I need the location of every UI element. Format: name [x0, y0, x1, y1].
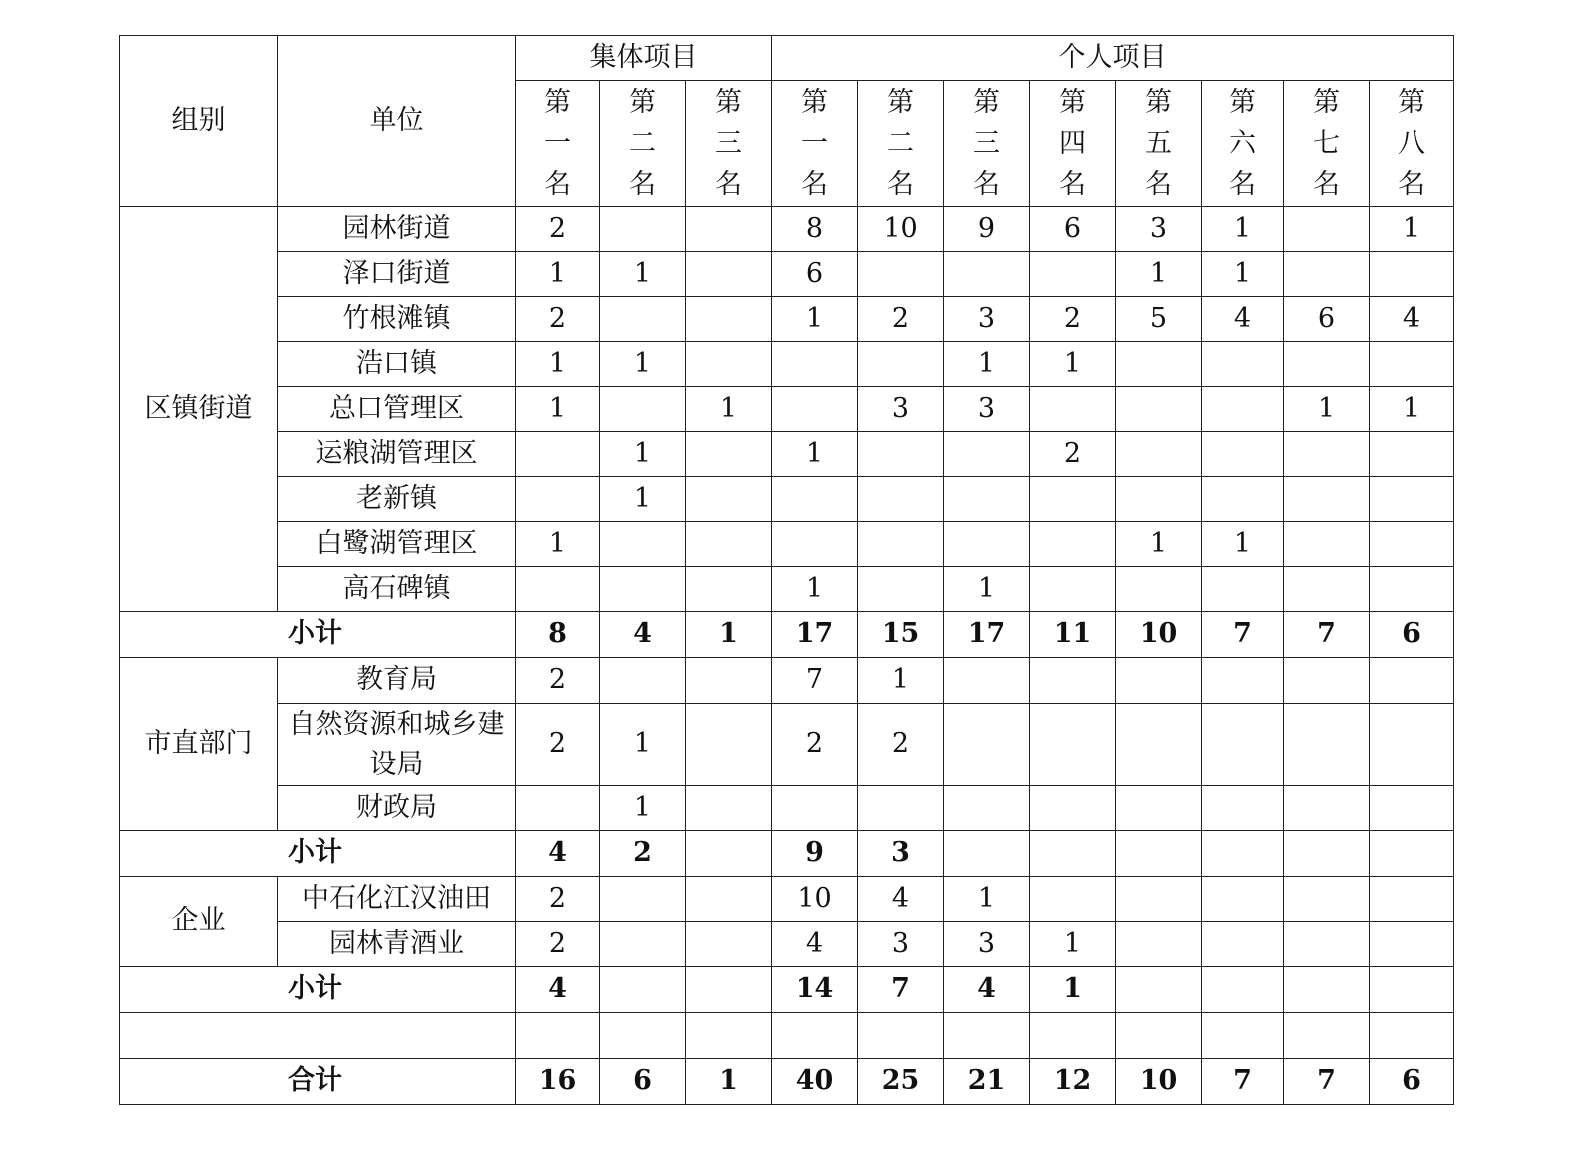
value-cell: 2 — [516, 877, 600, 922]
value-cell — [1284, 704, 1370, 786]
value-cell — [1202, 877, 1284, 922]
blank-row — [120, 1013, 1454, 1059]
value-cell — [1370, 786, 1454, 831]
total-value: 12 — [1030, 1059, 1116, 1105]
value-cell — [600, 522, 686, 567]
blank-cell — [944, 1013, 1030, 1059]
group-name: 企业 — [120, 877, 278, 967]
table-row — [120, 387, 1454, 432]
value-cell: 1 — [600, 252, 686, 297]
value-cell — [1030, 252, 1116, 297]
subtotal-value: 1 — [1030, 967, 1116, 1013]
value-cell — [1284, 252, 1370, 297]
value-cell: 1 — [1030, 922, 1116, 967]
value-cell — [772, 387, 858, 432]
value-cell — [686, 658, 772, 704]
value-cell — [944, 432, 1030, 477]
blank-cell — [1284, 1013, 1370, 1059]
subtotal-value — [1030, 831, 1116, 877]
value-cell — [1030, 477, 1116, 522]
blank-cell — [1370, 1013, 1454, 1059]
subtotal-value: 17 — [772, 612, 858, 658]
total-value: 16 — [516, 1059, 600, 1105]
total-value: 10 — [1116, 1059, 1202, 1105]
blank-cell — [516, 1013, 600, 1059]
subtotal-value: 4 — [944, 967, 1030, 1013]
subtotal-value — [1284, 967, 1370, 1013]
subtotal-label: 小计 — [120, 831, 516, 877]
value-cell — [858, 477, 944, 522]
value-cell — [1370, 252, 1454, 297]
total-row — [120, 1059, 1454, 1105]
value-cell: 1 — [516, 252, 600, 297]
value-cell — [1202, 342, 1284, 387]
value-cell — [516, 477, 600, 522]
collective-rank-header: 第 一 名 — [516, 81, 600, 207]
value-cell — [686, 432, 772, 477]
header-row — [120, 36, 1454, 81]
value-cell — [858, 342, 944, 387]
value-cell: 1 — [516, 522, 600, 567]
subtotal-value: 7 — [1202, 612, 1284, 658]
total-value: 40 — [772, 1059, 858, 1105]
group-name: 区镇街道 — [120, 207, 278, 612]
value-cell: 1 — [1284, 387, 1370, 432]
individual-rank-header: 第 七 名 — [1284, 81, 1370, 207]
value-cell — [1370, 922, 1454, 967]
value-cell: 3 — [944, 387, 1030, 432]
unit-name: 财政局 — [278, 786, 516, 831]
unit-name: 高石碑镇 — [278, 567, 516, 612]
value-cell — [1030, 704, 1116, 786]
value-cell — [600, 387, 686, 432]
value-cell — [516, 786, 600, 831]
blank-cell — [1116, 1013, 1202, 1059]
total-value: 21 — [944, 1059, 1030, 1105]
value-cell — [516, 567, 600, 612]
individual-rank-header: 第 五 名 — [1116, 81, 1202, 207]
value-cell — [686, 567, 772, 612]
collective-header: 集体项目 — [516, 36, 772, 81]
unit-header: 单位 — [278, 36, 516, 207]
table-row — [120, 922, 1454, 967]
unit-name: 园林青酒业 — [278, 922, 516, 967]
value-cell: 6 — [1284, 297, 1370, 342]
value-cell: 6 — [1030, 207, 1116, 252]
value-cell: 1 — [686, 387, 772, 432]
subtotal-value — [600, 967, 686, 1013]
value-cell: 4 — [858, 877, 944, 922]
value-cell — [1116, 922, 1202, 967]
value-cell — [1284, 786, 1370, 831]
table-row — [120, 342, 1454, 387]
table-row — [120, 477, 1454, 522]
subtotal-value — [1370, 967, 1454, 1013]
total-value: 6 — [1370, 1059, 1454, 1105]
value-cell — [1284, 567, 1370, 612]
subtotal-label: 小计 — [120, 967, 516, 1013]
value-cell — [686, 342, 772, 387]
subtotal-value — [686, 831, 772, 877]
value-cell — [1284, 658, 1370, 704]
subtotal-value: 4 — [516, 831, 600, 877]
value-cell: 10 — [772, 877, 858, 922]
subtotal-value: 9 — [772, 831, 858, 877]
subtotal-value — [1116, 967, 1202, 1013]
value-cell: 2 — [1030, 432, 1116, 477]
value-cell — [1284, 877, 1370, 922]
total-value: 6 — [600, 1059, 686, 1105]
subtotal-row — [120, 831, 1454, 877]
value-cell: 5 — [1116, 297, 1202, 342]
blank-cell — [858, 1013, 944, 1059]
blank-cell — [686, 1013, 772, 1059]
value-cell — [686, 922, 772, 967]
unit-name: 竹根滩镇 — [278, 297, 516, 342]
total-label: 合计 — [120, 1059, 516, 1105]
value-cell — [600, 922, 686, 967]
value-cell: 3 — [944, 922, 1030, 967]
unit-name: 运粮湖管理区 — [278, 432, 516, 477]
value-cell — [686, 477, 772, 522]
subtotal-value — [1370, 831, 1454, 877]
value-cell: 2 — [858, 704, 944, 786]
unit-name: 中石化江汉油田 — [278, 877, 516, 922]
individual-rank-header: 第 三 名 — [944, 81, 1030, 207]
value-cell — [1116, 432, 1202, 477]
subtotal-value: 7 — [1284, 612, 1370, 658]
value-cell: 2 — [858, 297, 944, 342]
value-cell — [1370, 704, 1454, 786]
value-cell — [858, 432, 944, 477]
value-cell — [772, 786, 858, 831]
individual-rank-header: 第 一 名 — [772, 81, 858, 207]
unit-name: 浩口镇 — [278, 342, 516, 387]
table-row — [120, 704, 1454, 786]
unit-name: 总口管理区 — [278, 387, 516, 432]
value-cell — [1284, 432, 1370, 477]
table-row — [120, 207, 1454, 252]
value-cell: 1 — [944, 567, 1030, 612]
value-cell: 1 — [1116, 252, 1202, 297]
value-cell — [944, 786, 1030, 831]
value-cell — [772, 522, 858, 567]
value-cell — [1370, 477, 1454, 522]
value-cell — [1370, 432, 1454, 477]
subtotal-value: 15 — [858, 612, 944, 658]
value-cell: 1 — [1116, 522, 1202, 567]
value-cell: 4 — [1202, 297, 1284, 342]
value-cell — [1116, 567, 1202, 612]
value-cell — [1284, 207, 1370, 252]
value-cell: 2 — [516, 704, 600, 786]
table-row — [120, 786, 1454, 831]
subtotal-value: 1 — [686, 612, 772, 658]
subtotal-value — [1116, 831, 1202, 877]
value-cell — [1202, 567, 1284, 612]
table-row — [120, 297, 1454, 342]
value-cell — [772, 342, 858, 387]
subtotal-value — [1202, 831, 1284, 877]
value-cell: 1 — [772, 567, 858, 612]
unit-name: 教育局 — [278, 658, 516, 704]
value-cell: 1 — [858, 658, 944, 704]
value-cell: 2 — [516, 207, 600, 252]
value-cell: 1 — [1202, 207, 1284, 252]
value-cell — [686, 252, 772, 297]
value-cell — [1370, 342, 1454, 387]
subtotal-value: 4 — [600, 612, 686, 658]
value-cell — [1370, 877, 1454, 922]
value-cell: 1 — [1202, 522, 1284, 567]
value-cell: 1 — [1370, 207, 1454, 252]
value-cell — [516, 432, 600, 477]
value-cell: 2 — [516, 297, 600, 342]
blank-cell — [1030, 1013, 1116, 1059]
blank-cell — [600, 1013, 686, 1059]
value-cell: 9 — [944, 207, 1030, 252]
value-cell — [1202, 922, 1284, 967]
value-cell — [1116, 877, 1202, 922]
subtotal-row — [120, 967, 1454, 1013]
value-cell: 1 — [1202, 252, 1284, 297]
value-cell: 3 — [944, 297, 1030, 342]
medal-tally-table — [119, 35, 1454, 1105]
value-cell: 3 — [858, 922, 944, 967]
individual-header: 个人项目 — [772, 36, 1454, 81]
value-cell — [1030, 567, 1116, 612]
value-cell — [1284, 922, 1370, 967]
table-row — [120, 658, 1454, 704]
value-cell — [1116, 342, 1202, 387]
unit-name: 老新镇 — [278, 477, 516, 522]
value-cell: 1 — [600, 704, 686, 786]
value-cell: 4 — [772, 922, 858, 967]
value-cell: 1 — [600, 342, 686, 387]
blank-cell — [772, 1013, 858, 1059]
value-cell: 1 — [772, 432, 858, 477]
value-cell — [772, 477, 858, 522]
value-cell: 1 — [772, 297, 858, 342]
value-cell — [858, 252, 944, 297]
value-cell — [686, 207, 772, 252]
unit-name: 园林街道 — [278, 207, 516, 252]
value-cell: 1 — [600, 477, 686, 522]
value-cell — [944, 658, 1030, 704]
value-cell: 1 — [516, 387, 600, 432]
value-cell: 1 — [944, 877, 1030, 922]
value-cell: 1 — [600, 432, 686, 477]
total-value: 7 — [1202, 1059, 1284, 1105]
value-cell — [1116, 387, 1202, 432]
value-cell — [600, 658, 686, 704]
value-cell — [686, 877, 772, 922]
total-value: 7 — [1284, 1059, 1370, 1105]
individual-rank-header: 第 六 名 — [1202, 81, 1284, 207]
unit-name: 泽口街道 — [278, 252, 516, 297]
value-cell — [944, 252, 1030, 297]
value-cell — [944, 704, 1030, 786]
value-cell — [1370, 658, 1454, 704]
value-cell — [600, 207, 686, 252]
value-cell — [686, 297, 772, 342]
value-cell — [1202, 658, 1284, 704]
value-cell — [686, 786, 772, 831]
value-cell: 7 — [772, 658, 858, 704]
value-cell: 1 — [1370, 387, 1454, 432]
subtotal-value: 10 — [1116, 612, 1202, 658]
value-cell — [1030, 877, 1116, 922]
value-cell: 2 — [516, 658, 600, 704]
value-cell: 2 — [1030, 297, 1116, 342]
value-cell — [1284, 477, 1370, 522]
value-cell — [1202, 387, 1284, 432]
unit-name: 白鹭湖管理区 — [278, 522, 516, 567]
subtotal-value — [1284, 831, 1370, 877]
individual-rank-header: 第 二 名 — [858, 81, 944, 207]
value-cell — [686, 522, 772, 567]
value-cell — [1370, 522, 1454, 567]
subtotal-value: 17 — [944, 612, 1030, 658]
subtotal-value — [1202, 967, 1284, 1013]
individual-rank-header: 第 八 名 — [1370, 81, 1454, 207]
value-cell — [1202, 432, 1284, 477]
subtotal-label: 小计 — [120, 612, 516, 658]
value-cell — [600, 877, 686, 922]
value-cell — [1030, 522, 1116, 567]
value-cell: 1 — [1030, 342, 1116, 387]
value-cell — [1030, 387, 1116, 432]
value-cell — [600, 567, 686, 612]
value-cell — [1202, 477, 1284, 522]
subtotal-value: 4 — [516, 967, 600, 1013]
value-cell: 1 — [516, 342, 600, 387]
value-cell — [944, 477, 1030, 522]
value-cell: 3 — [858, 387, 944, 432]
value-cell — [1116, 477, 1202, 522]
value-cell — [1116, 786, 1202, 831]
table-row — [120, 567, 1454, 612]
collective-rank-header: 第 三 名 — [686, 81, 772, 207]
subtotal-value: 6 — [1370, 612, 1454, 658]
value-cell: 10 — [858, 207, 944, 252]
individual-rank-header: 第 四 名 — [1030, 81, 1116, 207]
value-cell: 6 — [772, 252, 858, 297]
group-header: 组别 — [120, 36, 278, 207]
value-cell: 1 — [600, 786, 686, 831]
value-cell — [858, 786, 944, 831]
subtotal-value: 11 — [1030, 612, 1116, 658]
subtotal-value: 7 — [858, 967, 944, 1013]
table-row — [120, 522, 1454, 567]
value-cell: 8 — [772, 207, 858, 252]
subtotal-row — [120, 612, 1454, 658]
subtotal-value: 8 — [516, 612, 600, 658]
table-row — [120, 432, 1454, 477]
subtotal-value — [686, 967, 772, 1013]
value-cell — [1284, 522, 1370, 567]
value-cell: 2 — [516, 922, 600, 967]
subtotal-value — [944, 831, 1030, 877]
value-cell — [600, 297, 686, 342]
value-cell — [944, 522, 1030, 567]
unit-name: 自然资源和城乡建设局 — [278, 704, 516, 786]
table-row — [120, 877, 1454, 922]
blank-cell — [120, 1013, 516, 1059]
blank-cell — [1202, 1013, 1284, 1059]
value-cell: 2 — [772, 704, 858, 786]
subtotal-value: 2 — [600, 831, 686, 877]
group-name: 市直部门 — [120, 658, 278, 831]
table-row — [120, 252, 1454, 297]
value-cell: 3 — [1116, 207, 1202, 252]
value-cell — [1202, 704, 1284, 786]
subtotal-value: 3 — [858, 831, 944, 877]
value-cell: 4 — [1370, 297, 1454, 342]
collective-rank-header: 第 二 名 — [600, 81, 686, 207]
value-cell — [1030, 786, 1116, 831]
value-cell — [1030, 658, 1116, 704]
value-cell — [858, 522, 944, 567]
subtotal-value: 14 — [772, 967, 858, 1013]
value-cell — [858, 567, 944, 612]
value-cell — [1370, 567, 1454, 612]
value-cell: 1 — [944, 342, 1030, 387]
value-cell — [1116, 704, 1202, 786]
value-cell — [1202, 786, 1284, 831]
value-cell — [686, 704, 772, 786]
value-cell — [1116, 658, 1202, 704]
total-value: 1 — [686, 1059, 772, 1105]
total-value: 25 — [858, 1059, 944, 1105]
value-cell — [1284, 342, 1370, 387]
